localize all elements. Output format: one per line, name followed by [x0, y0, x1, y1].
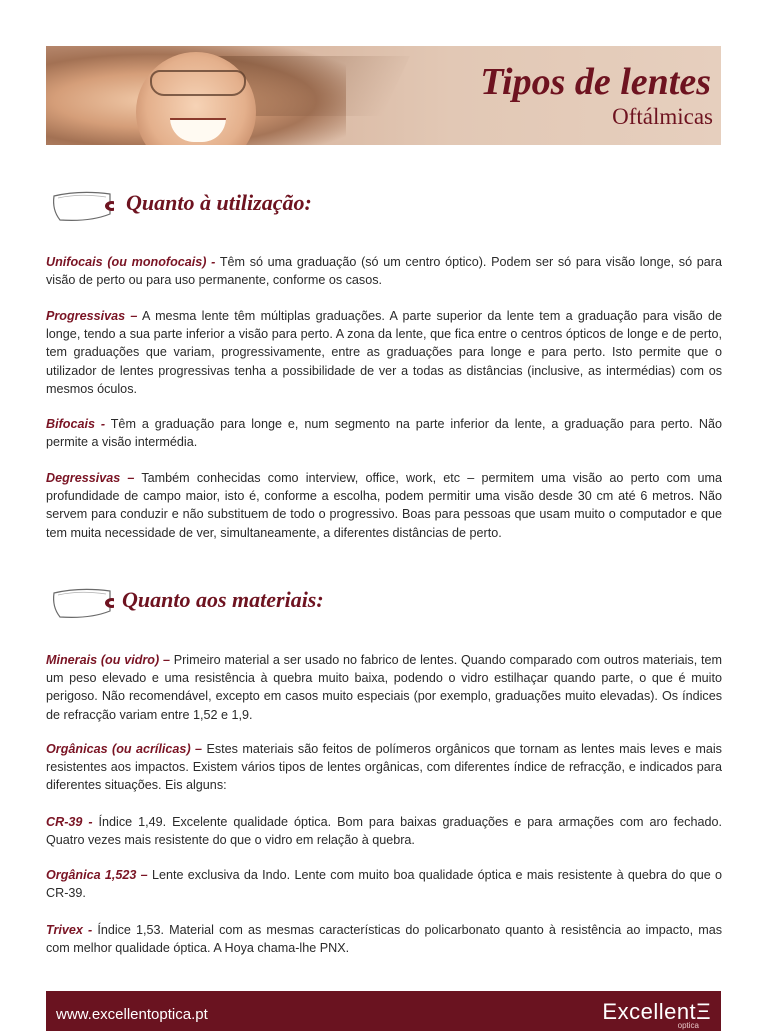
term-label: Trivex -	[46, 923, 93, 937]
paragraph-text: A mesma lente têm múltiplas graduações. A parte superior da lente tem a graduação para visão de longe, tendo a sua parte inferior a visão para perto. A zona da lente, que fica entre o centros ópticos de longe e de perto, tem graduações que variam, progressivamente, entre as graduações para longe e para perto. Isto permite que o utilizador de lentes progressivas tenha a possibilidade de ver a todas as distâncias (inclusive, as intermédias) com os mesmos óculos.	[46, 309, 722, 396]
glasses-shape	[150, 70, 246, 96]
term-label: Progressivas –	[46, 309, 138, 323]
page-subtitle: Oftálmicas	[612, 104, 713, 129]
term-label: Unifocais (ou monofocais) -	[46, 255, 216, 269]
lens-icon	[50, 585, 114, 621]
section-heading-text: Quanto à utilização:	[126, 190, 312, 215]
section-heading-materiais	[46, 583, 721, 623]
paragraph-cr39	[46, 813, 722, 849]
term-label: Bifocais -	[46, 417, 106, 431]
section-heading-utilizacao	[46, 186, 721, 226]
paragraph-text: Estes materiais são feitos de polímeros orgânicos que tornam as lentes mais leves e mais resistentes aos impactos. Existem vários tipos de lentes orgânicas, com diferentes índice de refracção, e indicados para diferentes situações. Eis alguns:	[46, 742, 722, 793]
page-title: Tipos de lentes	[480, 61, 711, 103]
header-banner	[46, 46, 721, 145]
paragraph-trivex	[46, 921, 722, 957]
paragraph-degressivas	[46, 469, 722, 542]
paragraph-progressivas	[46, 307, 722, 398]
paragraph-organicas	[46, 740, 722, 795]
term-label: Degressivas –	[46, 471, 135, 485]
website-link[interactable]: www.excellentoptica.pt	[56, 1006, 208, 1023]
lens-icon	[50, 188, 114, 224]
paragraph-minerais	[46, 651, 722, 724]
paragraph-bifocais	[46, 415, 722, 451]
paragraph-text: Índice 1,49. Excelente qualidade óptica. Bom para baixas graduações e para armações com aro fechado. Quatro vezes mais resistente do que o vidro em relação à quebra.	[46, 815, 722, 848]
footer-bar	[46, 991, 721, 1031]
term-label: Orgânica 1,523 –	[46, 868, 148, 882]
paragraph-organica-1523	[46, 866, 722, 902]
paragraph-text: Têm a graduação para longe e, num segmento na parte inferior da lente, a graduação para perto. Não permite a visão intermédia.	[46, 417, 722, 450]
brand-mark-icon: Ξ	[696, 999, 711, 1024]
brand-name: Excellent	[602, 999, 697, 1024]
paragraph-text: Lente exclusiva da Indo. Lente com muito boa qualidade óptica e mais resistente à quebra do que o CR-39.	[46, 868, 722, 901]
paragraph-unifocais	[46, 253, 722, 289]
section-heading-text: Quanto aos materiais:	[122, 587, 324, 612]
paragraph-text: Também conhecidas como interview, office, work, etc – permitem uma visão ao perto com uma profundidade de campo maior, isto é, conforme a escolha, podem permitir uma visão desde 30 cm até 6 metros. Não servem para conduzir e não substituem de todo o progressivo. Boas para pessoas que usam muito o computador e que tem muita necessidade de ver, simultaneamente, a diferentes distâncias de perto.	[46, 471, 722, 540]
term-label: Orgânicas (ou acrílicas) –	[46, 742, 203, 756]
paragraph-text: Índice 1,53. Material com as mesmas características do policarbonato quanto à resistência ao impacto, mas com melhor qualidade óptica. A Hoya chama-lhe PNX.	[46, 923, 722, 956]
paragraph-text: Primeiro material a ser usado no fabrico de lentes. Quando comparado com outros materiais, tem um peso elevado e uma resistência à quebra muito baixa, podendo o vidro estilhaçar quando parte, o que é muito perigoso. Não recomendável, excepto em casos muito especiais (por exemplo, graduações muito elevadas). Os índices de refracção variam entre 1,52 e 1,9.	[46, 653, 722, 722]
brand-subtitle: optica	[677, 1021, 699, 1030]
term-label: CR-39 -	[46, 815, 93, 829]
term-label: Minerais (ou vidro) –	[46, 653, 170, 667]
paragraph-text: Têm só uma graduação (só um centro óptico). Podem ser só para visão longe, só para visão de perto ou para uso permanente, conforme os casos.	[46, 255, 722, 288]
